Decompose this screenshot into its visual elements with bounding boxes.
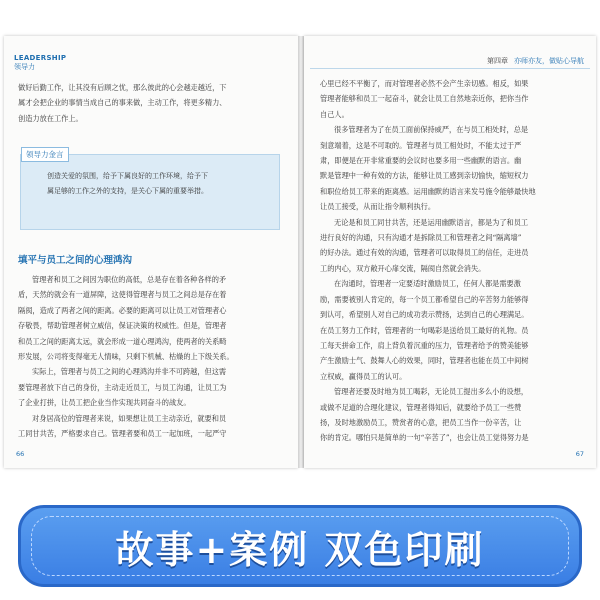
running-header-left xyxy=(14,54,66,72)
text-line: 在员工努力工作时，管理者的一句喝彩是送给员工最好的礼物。员 xyxy=(320,325,529,335)
text-line: 形发展，公司将变得毫无人情味，只剩下机械、枯燥的上下级关系。 xyxy=(18,352,234,362)
text-line: 心里已经不平衡了，而对管理者必然不会产生亲切感。相反，如果 xyxy=(320,79,529,88)
text-line: 工的内心，双方敞开心扉交流，隔阂自然就会消失。 xyxy=(320,263,486,273)
body-text-right xyxy=(320,76,580,446)
text-line: 让员工接受，从而让指令顺利执行。 xyxy=(320,202,436,212)
header-en: LEADERSHIP xyxy=(14,54,67,62)
text-line: 刻意端着，这是不可取的。管理者与员工相处时，不能太过于严 xyxy=(320,140,522,150)
text-line: 你的肯定。哪怕只是简单的一句“辛苦了”，也会让员工觉得努力是 xyxy=(320,433,529,443)
text-line: 立权威，赢得员工的认可。 xyxy=(320,371,407,381)
banner-text: 故事+案例 双色印刷 xyxy=(115,527,485,572)
text-line: 在沟通时，管理者一定要适时激励员工，任何人都是需要激 xyxy=(334,279,521,289)
text-line: 管理者还要及时地为员工喝彩，无论员工提出多么小的设想， xyxy=(334,387,529,397)
text-line: 肃，即便是在开非常重要的会议时也要多用一些幽默的语言。幽 xyxy=(320,156,522,166)
text-line: 创造力放在工作上。 xyxy=(18,113,83,123)
page-number-left: 66 xyxy=(16,450,25,458)
top-paragraph xyxy=(18,80,284,126)
header-title: 亦师亦友，做贴心导航 xyxy=(514,57,584,65)
text-line: 到认可，希望别人对自己的成功表示赞扬，达到自己的心理满足。 xyxy=(320,310,529,320)
header-chapter: 第四章 xyxy=(487,57,508,65)
text-line: 产生激励士气、鼓舞人心的效果，同时，管理者也能在员工中间树 xyxy=(320,356,529,366)
tip-box xyxy=(20,150,280,230)
text-line: 扬，及时地激励员工，赞赏者的心意，把员工当作一份辛苦，让 xyxy=(320,417,522,427)
text-line: 存敬畏，帮助管理者树立威信，保证决策的权威性。但是，管理者 xyxy=(18,321,227,331)
text-line: 隔阂，造成了两者之间的距离。必要的距离可以让员工对管理者心 xyxy=(18,305,227,315)
text-line: 工每天拼命工作，肩上背负着沉重的压力，管理者给予的赞美能够 xyxy=(320,340,529,350)
promo-banner xyxy=(18,505,582,587)
text-line: 励，需要被别人肯定的，每一个员工都希望自己的辛苦努力能够得 xyxy=(320,294,529,304)
body-text-left xyxy=(18,272,284,441)
text-line: 无论是和员工同甘共苦，还是运用幽默语言，都是为了和员工 xyxy=(334,217,529,227)
text-line: 工同甘共苦，严格要求自己。管理者要和员工一起加班，一起严守 xyxy=(18,429,227,439)
tip-line: 属足够的工作之外的支持，是关心下属的重要举措。 xyxy=(47,187,208,195)
text-line: 很多管理者为了在员工面前保持威严，在与员工相处时，总是 xyxy=(334,125,529,135)
tip-text xyxy=(47,169,267,199)
running-header-right xyxy=(487,56,584,66)
text-line: 和职位给员工带来的距离感。运用幽默的语言来发号施令能够最快地 xyxy=(320,186,536,196)
text-line: 对身居高位的管理者来说，如果想让员工主动亲近，就要和员 xyxy=(32,413,227,423)
page-number-right: 67 xyxy=(575,450,584,458)
tip-tag: 领导力金言 xyxy=(21,147,69,162)
section-title: 填平与员工之间的心理鸿沟 xyxy=(18,255,133,266)
text-line: 或做不足道的合理化建议，管理者得知后，就要给予员工一些赞 xyxy=(320,402,522,412)
text-line: 管理者能够和员工一起奋斗，就会让员工自然地亲近你，把你当作 xyxy=(320,94,529,104)
text-line: 要管理者放下自己的身份，主动走近员工，与员工沟通，让员工为 xyxy=(18,382,227,392)
text-line: 的好办法。通过有效的沟通，管理者可以取得员工的信任，走进员 xyxy=(320,248,529,258)
text-line: 自己人。 xyxy=(320,109,349,119)
text-line: 进行良好的沟通，只有沟通才是拆除员工和管理者之间“隔离墙” xyxy=(320,233,522,243)
text-line: 属才会把企业的事情当成自己的事来做，主动工作，将更多精力、 xyxy=(18,98,227,108)
header-rule xyxy=(310,68,590,69)
right-page xyxy=(304,36,596,468)
tip-line: 创造关爱的氛围，给予下属良好的工作环境，给予下 xyxy=(47,172,208,180)
header-cn: 领导力 xyxy=(14,63,35,71)
text-line: 了企业打拼，让员工把企业当作实现共同奋斗的战友。 xyxy=(18,398,191,408)
text-line: 盾，天然的就会有一道屏障，这使得管理者与员工之间总是存在着 xyxy=(18,290,227,300)
text-line: 和员工之间的距离太远，就会形成一道心理鸿沟，使两者的关系畸 xyxy=(18,336,227,346)
left-page xyxy=(4,36,298,468)
book-spread xyxy=(4,36,596,468)
text-line: 做好后勤工作，让其没有后顾之忧，那么彼此的心会越走越近，下 xyxy=(18,83,227,92)
text-line: 实际上，管理者与员工之间的心理鸿沟并非不可跨越，但这需 xyxy=(32,367,227,377)
text-line: 管理者和员工之间因为职位的高低，总是存在着各种各样的矛 xyxy=(32,275,227,284)
text-line: 默是管理中一种有效的方法，能够让员工感到亲切愉快，缩短权力 xyxy=(320,171,529,181)
